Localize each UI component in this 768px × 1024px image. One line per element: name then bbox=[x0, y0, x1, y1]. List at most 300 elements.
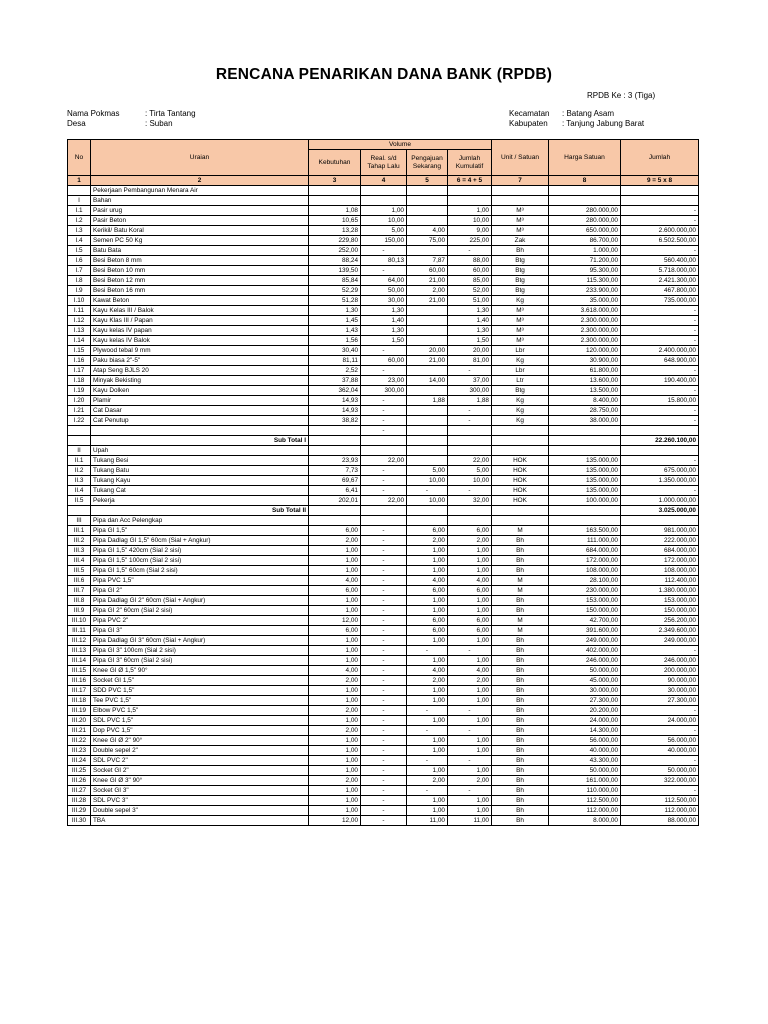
cell-jumlah: - bbox=[621, 756, 699, 766]
cell-harga: 95.300,00 bbox=[549, 266, 621, 276]
cell-no: I.18 bbox=[68, 376, 91, 386]
col-number: 4 bbox=[361, 176, 407, 186]
cell-jumlah: - bbox=[621, 726, 699, 736]
cell-jumlah: 3.025.000,00 bbox=[621, 506, 699, 516]
cell-real: 150,00 bbox=[361, 236, 407, 246]
cell-pengajuan: 1,00 bbox=[407, 686, 448, 696]
cell-unit: M³ bbox=[492, 306, 549, 316]
cell-pengajuan: 6,00 bbox=[407, 626, 448, 636]
table-row bbox=[68, 336, 699, 346]
cell-real: 1,30 bbox=[361, 306, 407, 316]
cell-unit: Bh bbox=[492, 566, 549, 576]
table-row bbox=[68, 796, 699, 806]
cell-unit: Bh bbox=[492, 606, 549, 616]
cell-kebutuhan bbox=[309, 506, 361, 516]
cell-unit bbox=[492, 516, 549, 526]
cell-real: - bbox=[361, 816, 407, 826]
table-row bbox=[68, 636, 699, 646]
cell-unit: Kg bbox=[492, 356, 549, 366]
cell-no: I.5 bbox=[68, 246, 91, 256]
cell-no: II bbox=[68, 446, 91, 456]
cell-no: III.19 bbox=[68, 706, 91, 716]
cell-harga: 13.500,00 bbox=[549, 386, 621, 396]
table-row bbox=[68, 286, 699, 296]
table-row bbox=[68, 456, 699, 466]
cell-no: I.11 bbox=[68, 306, 91, 316]
cell-unit: Btg bbox=[492, 256, 549, 266]
cell-kumulatif bbox=[448, 426, 492, 436]
cell-unit: Bh bbox=[492, 536, 549, 546]
rpdb-table bbox=[67, 139, 699, 826]
cell-kebutuhan: 37,88 bbox=[309, 376, 361, 386]
cell-jumlah: 27.300,00 bbox=[621, 696, 699, 706]
cell-uraian: Cat Dasar bbox=[91, 406, 309, 416]
cell-kumulatif: 81,00 bbox=[448, 356, 492, 366]
meta-row bbox=[67, 109, 196, 119]
table-row bbox=[68, 816, 699, 826]
cell-kumulatif: - bbox=[448, 366, 492, 376]
cell-jumlah: 24.000,00 bbox=[621, 716, 699, 726]
cell-no: I.7 bbox=[68, 266, 91, 276]
cell-pengajuan bbox=[407, 216, 448, 226]
cell-uraian: SDD PVC 1,5" bbox=[91, 686, 309, 696]
table-row bbox=[68, 496, 699, 506]
cell-unit: Bh bbox=[492, 686, 549, 696]
table-row bbox=[68, 716, 699, 726]
cell-no: III.23 bbox=[68, 746, 91, 756]
cell-pengajuan bbox=[407, 336, 448, 346]
cell-real: - bbox=[361, 696, 407, 706]
cell-no: II.4 bbox=[68, 486, 91, 496]
cell-uraian: SDL PVC 2" bbox=[91, 756, 309, 766]
cell-kumulatif: 22,00 bbox=[448, 456, 492, 466]
col-number: 8 bbox=[549, 176, 621, 186]
table-row bbox=[68, 566, 699, 576]
cell-uraian: SDL PVC 1,5" bbox=[91, 716, 309, 726]
cell-kumulatif: 1,00 bbox=[448, 596, 492, 606]
cell-kumulatif: 1,88 bbox=[448, 396, 492, 406]
cell-real: 300,00 bbox=[361, 386, 407, 396]
cell-jumlah: 90.000,00 bbox=[621, 676, 699, 686]
cell-kebutuhan: 85,84 bbox=[309, 276, 361, 286]
cell-no bbox=[68, 506, 91, 516]
cell-real: - bbox=[361, 716, 407, 726]
cell-kebutuhan: 252,00 bbox=[309, 246, 361, 256]
cell-kumulatif: 2,00 bbox=[448, 536, 492, 546]
col-number: 1 bbox=[68, 176, 91, 186]
table-row bbox=[68, 416, 699, 426]
cell-kebutuhan: 6,00 bbox=[309, 526, 361, 536]
col-number: 7 bbox=[492, 176, 549, 186]
table-row bbox=[68, 366, 699, 376]
cell-harga: 112.500,00 bbox=[549, 796, 621, 806]
cell-pengajuan: 2,00 bbox=[407, 286, 448, 296]
cell-harga: 3.618.000,00 bbox=[549, 306, 621, 316]
cell-unit: Bh bbox=[492, 776, 549, 786]
cell-jumlah: - bbox=[621, 366, 699, 376]
cell-no bbox=[68, 186, 91, 196]
cell-no: II.2 bbox=[68, 466, 91, 476]
cell-uraian: Pipa GI 2" 60cm (Sial 2 sisi) bbox=[91, 606, 309, 616]
cell-jumlah: 1.380.000,00 bbox=[621, 586, 699, 596]
cell-real: - bbox=[361, 486, 407, 496]
table-row bbox=[68, 486, 699, 496]
cell-kumulatif: 1,00 bbox=[448, 206, 492, 216]
cell-harga: 249.000,00 bbox=[549, 636, 621, 646]
table-row bbox=[68, 346, 699, 356]
cell-pengajuan: 4,00 bbox=[407, 666, 448, 676]
cell-kumulatif: 225,00 bbox=[448, 236, 492, 246]
cell-kebutuhan: 1,08 bbox=[309, 206, 361, 216]
cell-jumlah bbox=[621, 516, 699, 526]
cell-no: III.21 bbox=[68, 726, 91, 736]
cell-uraian: Plywood tebal 9 mm bbox=[91, 346, 309, 356]
cell-real: - bbox=[361, 706, 407, 716]
cell-real: 22,00 bbox=[361, 496, 407, 506]
cell-uraian: Besi Beton 16 mm bbox=[91, 286, 309, 296]
cell-unit: M bbox=[492, 586, 549, 596]
cell-kebutuhan: 1,00 bbox=[309, 686, 361, 696]
cell-harga: 280.000,00 bbox=[549, 206, 621, 216]
cell-pengajuan: 75,00 bbox=[407, 236, 448, 246]
table-row bbox=[68, 186, 699, 196]
cell-kebutuhan: 1,00 bbox=[309, 736, 361, 746]
meta-row bbox=[67, 119, 196, 129]
cell-unit: Lbr bbox=[492, 346, 549, 356]
cell-real: - bbox=[361, 796, 407, 806]
cell-unit: Bh bbox=[492, 806, 549, 816]
cell-harga: 30.000,00 bbox=[549, 686, 621, 696]
cell-pengajuan: 1,00 bbox=[407, 546, 448, 556]
col-number: 5 bbox=[407, 176, 448, 186]
cell-jumlah: 256.200,00 bbox=[621, 616, 699, 626]
cell-kumulatif: - bbox=[448, 246, 492, 256]
table-body bbox=[68, 176, 699, 826]
cell-harga: 135.000,00 bbox=[549, 476, 621, 486]
cell-jumlah: 150.000,00 bbox=[621, 606, 699, 616]
cell-kumulatif: 11,00 bbox=[448, 816, 492, 826]
meta-row bbox=[509, 119, 644, 129]
cell-real bbox=[361, 516, 407, 526]
table-row bbox=[68, 766, 699, 776]
table-row bbox=[68, 686, 699, 696]
cell-real: - bbox=[361, 346, 407, 356]
cell-pengajuan: 1,00 bbox=[407, 636, 448, 646]
cell-kumulatif: 1,30 bbox=[448, 306, 492, 316]
cell-kebutuhan: 7,73 bbox=[309, 466, 361, 476]
cell-kebutuhan: 1,43 bbox=[309, 326, 361, 336]
cell-uraian: Double sepel 3" bbox=[91, 806, 309, 816]
cell-jumlah: 560.400,00 bbox=[621, 256, 699, 266]
cell-pengajuan: 1,00 bbox=[407, 696, 448, 706]
cell-real: 23,00 bbox=[361, 376, 407, 386]
cell-pengajuan: 21,00 bbox=[407, 276, 448, 286]
table-row bbox=[68, 396, 699, 406]
cell-uraian: Bahan bbox=[91, 196, 309, 206]
cell-jumlah: 222.000,00 bbox=[621, 536, 699, 546]
cell-jumlah: 40.000,00 bbox=[621, 746, 699, 756]
cell-harga: 50.000,00 bbox=[549, 666, 621, 676]
cell-harga: 650.000,00 bbox=[549, 226, 621, 236]
cell-kebutuhan bbox=[309, 186, 361, 196]
cell-jumlah: 112.000,00 bbox=[621, 806, 699, 816]
table-row bbox=[68, 776, 699, 786]
cell-kumulatif: 1,00 bbox=[448, 656, 492, 666]
meta-label: Nama Pokmas bbox=[67, 109, 120, 118]
cell-jumlah: 322.000,00 bbox=[621, 776, 699, 786]
cell-kumulatif: 37,00 bbox=[448, 376, 492, 386]
cell-harga: 150.000,00 bbox=[549, 606, 621, 616]
section-row bbox=[68, 516, 699, 526]
cell-jumlah: 2.400.000,00 bbox=[621, 346, 699, 356]
header-no: No bbox=[68, 140, 91, 176]
cell-unit: Bh bbox=[492, 736, 549, 746]
cell-harga: 45.000,00 bbox=[549, 676, 621, 686]
col-number: 2 bbox=[91, 176, 309, 186]
cell-no: III.12 bbox=[68, 636, 91, 646]
cell-pengajuan bbox=[407, 456, 448, 466]
cell-jumlah: - bbox=[621, 336, 699, 346]
cell-uraian: Sub Total II bbox=[91, 506, 309, 516]
cell-jumlah: 735.000,00 bbox=[621, 296, 699, 306]
cell-real: - bbox=[361, 686, 407, 696]
cell-jumlah: 22.260.100,00 bbox=[621, 436, 699, 446]
cell-no: I bbox=[68, 196, 91, 206]
cell-no: I.8 bbox=[68, 276, 91, 286]
cell-no: III.25 bbox=[68, 766, 91, 776]
cell-jumlah: - bbox=[621, 306, 699, 316]
cell-uraian: Atap Seng BJLS 20 bbox=[91, 366, 309, 376]
cell-kumulatif bbox=[448, 186, 492, 196]
cell-kumulatif: 1,00 bbox=[448, 746, 492, 756]
cell-kumulatif: 1,00 bbox=[448, 556, 492, 566]
cell-uraian: Tee PVC 1,5" bbox=[91, 696, 309, 706]
cell-kebutuhan bbox=[309, 436, 361, 446]
cell-jumlah: 108.000,00 bbox=[621, 566, 699, 576]
cell-real: - bbox=[361, 756, 407, 766]
cell-no: III.11 bbox=[68, 626, 91, 636]
cell-unit: M³ bbox=[492, 326, 549, 336]
cell-kebutuhan: 6,00 bbox=[309, 626, 361, 636]
cell-uraian: Pipa GI 1,5" 60cm (Sial 2 sisi) bbox=[91, 566, 309, 576]
cell-no: I.12 bbox=[68, 316, 91, 326]
cell-pengajuan bbox=[407, 506, 448, 516]
cell-kebutuhan: 1,00 bbox=[309, 766, 361, 776]
cell-harga: 110.000,00 bbox=[549, 786, 621, 796]
cell-no: III.3 bbox=[68, 546, 91, 556]
cell-harga: 112.000,00 bbox=[549, 806, 621, 816]
cell-real bbox=[361, 446, 407, 456]
cell-kumulatif: 1,00 bbox=[448, 686, 492, 696]
cell-uraian: Cat Penutup bbox=[91, 416, 309, 426]
cell-jumlah: 6.502.500,00 bbox=[621, 236, 699, 246]
cell-pengajuan: 1,00 bbox=[407, 716, 448, 726]
cell-no: I.3 bbox=[68, 226, 91, 236]
cell-jumlah: 467.800,00 bbox=[621, 286, 699, 296]
cell-harga: 120.000,00 bbox=[549, 346, 621, 356]
cell-kebutuhan: 12,00 bbox=[309, 616, 361, 626]
cell-jumlah: 153.000,00 bbox=[621, 596, 699, 606]
cell-pengajuan bbox=[407, 326, 448, 336]
cell-real: - bbox=[361, 396, 407, 406]
cell-kumulatif: 20,00 bbox=[448, 346, 492, 356]
cell-uraian: Knee GI Ø 3" 90° bbox=[91, 776, 309, 786]
cell-pengajuan: 1,88 bbox=[407, 396, 448, 406]
cell-harga: 172.000,00 bbox=[549, 556, 621, 566]
cell-unit: Btg bbox=[492, 286, 549, 296]
cell-uraian bbox=[91, 426, 309, 436]
cell-no: I.15 bbox=[68, 346, 91, 356]
meta-value: : Tirta Tantang bbox=[145, 109, 196, 118]
cell-pengajuan: - bbox=[407, 756, 448, 766]
cell-pengajuan: - bbox=[407, 726, 448, 736]
cell-jumlah: 56.000,00 bbox=[621, 736, 699, 746]
cell-jumlah: 30.000,00 bbox=[621, 686, 699, 696]
cell-uraian: Elbow PVC 1,5" bbox=[91, 706, 309, 716]
cell-no: III.22 bbox=[68, 736, 91, 746]
cell-pengajuan: 1,00 bbox=[407, 736, 448, 746]
cell-unit: Bh bbox=[492, 636, 549, 646]
table-row bbox=[68, 466, 699, 476]
cell-kumulatif: - bbox=[448, 756, 492, 766]
cell-uraian: Pipa Dadlag GI 1,5" 60cm (Sial + Angkur) bbox=[91, 536, 309, 546]
cell-no: I.4 bbox=[68, 236, 91, 246]
cell-pengajuan bbox=[407, 186, 448, 196]
cell-unit: Bh bbox=[492, 766, 549, 776]
cell-pengajuan: 1,00 bbox=[407, 746, 448, 756]
cell-kebutuhan: 1,00 bbox=[309, 756, 361, 766]
cell-unit: M³ bbox=[492, 226, 549, 236]
cell-jumlah: 112.400,00 bbox=[621, 576, 699, 586]
meta-value: : Tanjung Jabung Barat bbox=[562, 119, 645, 128]
cell-unit: M bbox=[492, 526, 549, 536]
cell-kumulatif: 4,00 bbox=[448, 666, 492, 676]
cell-no: I.22 bbox=[68, 416, 91, 426]
col-number: 9 = 5 x 8 bbox=[621, 176, 699, 186]
cell-no: III.30 bbox=[68, 816, 91, 826]
table-row bbox=[68, 736, 699, 746]
cell-jumlah: - bbox=[621, 246, 699, 256]
cell-uraian: Socket GI 1,5" bbox=[91, 676, 309, 686]
cell-real: - bbox=[361, 546, 407, 556]
cell-kebutuhan: 1,45 bbox=[309, 316, 361, 326]
cell-kebutuhan: 12,00 bbox=[309, 816, 361, 826]
cell-kebutuhan: 23,93 bbox=[309, 456, 361, 466]
cell-harga: 13.600,00 bbox=[549, 376, 621, 386]
cell-uraian: Double sepel 2" bbox=[91, 746, 309, 756]
cell-no: I.20 bbox=[68, 396, 91, 406]
cell-pengajuan bbox=[407, 426, 448, 436]
cell-real: - bbox=[361, 646, 407, 656]
table-row bbox=[68, 596, 699, 606]
cell-kebutuhan: 10,65 bbox=[309, 216, 361, 226]
cell-uraian: Pipa GI 1,5" bbox=[91, 526, 309, 536]
cell-kumulatif: 1,00 bbox=[448, 736, 492, 746]
table-row bbox=[68, 756, 699, 766]
cell-no: III.29 bbox=[68, 806, 91, 816]
cell-harga: 43.300,00 bbox=[549, 756, 621, 766]
cell-unit bbox=[492, 446, 549, 456]
cell-no: I.16 bbox=[68, 356, 91, 366]
cell-kumulatif bbox=[448, 436, 492, 446]
cell-pengajuan: 10,00 bbox=[407, 476, 448, 486]
cell-jumlah: 648.900,00 bbox=[621, 356, 699, 366]
cell-unit: Bh bbox=[492, 726, 549, 736]
cell-no: III.8 bbox=[68, 596, 91, 606]
cell-pengajuan bbox=[407, 246, 448, 256]
table-row bbox=[68, 256, 699, 266]
cell-pengajuan: 1,00 bbox=[407, 556, 448, 566]
table-row bbox=[68, 606, 699, 616]
cell-kumulatif bbox=[448, 446, 492, 456]
header-real: Real. s/d Tahap Lalu bbox=[361, 150, 407, 176]
cell-kumulatif: 1,00 bbox=[448, 716, 492, 726]
section-row bbox=[68, 446, 699, 456]
cell-pengajuan bbox=[407, 416, 448, 426]
cell-jumlah: 675.000,00 bbox=[621, 466, 699, 476]
cell-uraian: Pipa GI 3" 100cm (Sial 2 sisi) bbox=[91, 646, 309, 656]
table-row bbox=[68, 726, 699, 736]
cell-jumlah: 2.421.300,00 bbox=[621, 276, 699, 286]
cell-pengajuan: 20,00 bbox=[407, 346, 448, 356]
cell-kumulatif: 1,40 bbox=[448, 316, 492, 326]
cell-kebutuhan: 14,93 bbox=[309, 396, 361, 406]
cell-kebutuhan: 51,28 bbox=[309, 296, 361, 306]
cell-uraian: Dop PVC 1,5" bbox=[91, 726, 309, 736]
cell-kebutuhan: 2,52 bbox=[309, 366, 361, 376]
table-row bbox=[68, 646, 699, 656]
cell-real: - bbox=[361, 626, 407, 636]
cell-unit: HOK bbox=[492, 476, 549, 486]
header-pengajuan: Pengajuan Sekarang bbox=[407, 150, 448, 176]
cell-real: - bbox=[361, 266, 407, 276]
table-row bbox=[68, 236, 699, 246]
cell-pengajuan: - bbox=[407, 646, 448, 656]
cell-kebutuhan: 2,00 bbox=[309, 776, 361, 786]
rpdb-number: RPDB Ke : 3 (Tiga) bbox=[587, 91, 656, 100]
header-harga: Harga Satuan bbox=[549, 140, 621, 176]
cell-unit: HOK bbox=[492, 486, 549, 496]
table-row bbox=[68, 206, 699, 216]
col-number: 3 bbox=[309, 176, 361, 186]
cell-no: I.17 bbox=[68, 366, 91, 376]
cell-no: III.2 bbox=[68, 536, 91, 546]
cell-kebutuhan: 13,28 bbox=[309, 226, 361, 236]
table-row bbox=[68, 546, 699, 556]
cell-unit: Bh bbox=[492, 556, 549, 566]
header-jumlah: Jumlah bbox=[621, 140, 699, 176]
cell-no: I.21 bbox=[68, 406, 91, 416]
table-row bbox=[68, 306, 699, 316]
cell-no: III.7 bbox=[68, 586, 91, 596]
cell-unit: Bh bbox=[492, 546, 549, 556]
cell-jumlah: - bbox=[621, 456, 699, 466]
cell-pengajuan bbox=[407, 206, 448, 216]
cell-uraian: Upah bbox=[91, 446, 309, 456]
cell-kumulatif: 60,00 bbox=[448, 266, 492, 276]
cell-harga: 24.000,00 bbox=[549, 716, 621, 726]
cell-real: - bbox=[361, 666, 407, 676]
cell-no: III.20 bbox=[68, 716, 91, 726]
cell-kumulatif: - bbox=[448, 646, 492, 656]
cell-uraian: Sub Total I bbox=[91, 436, 309, 446]
cell-jumlah: - bbox=[621, 406, 699, 416]
cell-kumulatif bbox=[448, 516, 492, 526]
cell-real bbox=[361, 186, 407, 196]
cell-real: - bbox=[361, 636, 407, 646]
cell-uraian: Besi Beton 10 mm bbox=[91, 266, 309, 276]
cell-pengajuan bbox=[407, 316, 448, 326]
